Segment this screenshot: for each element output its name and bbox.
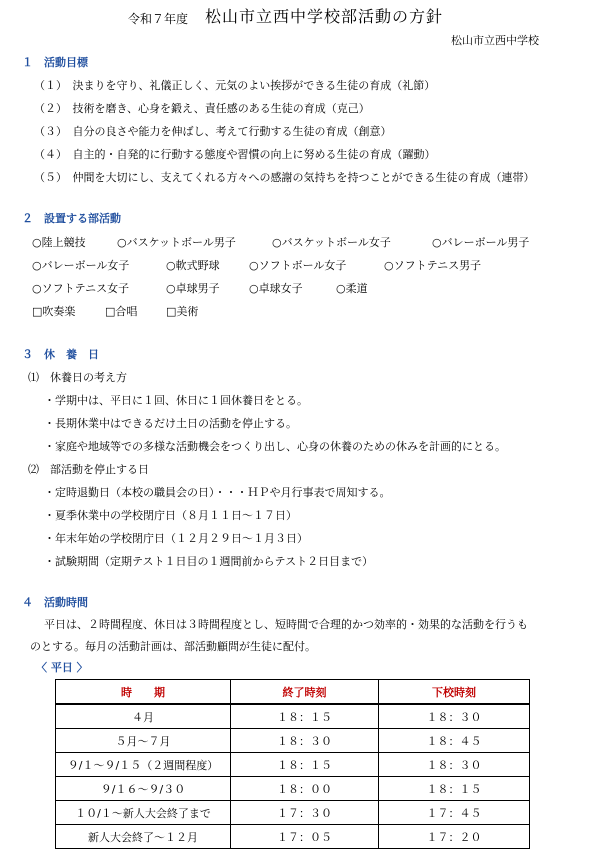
- club-item: ○卓球女子: [249, 282, 303, 295]
- end-time-cell: １８：００: [231, 777, 379, 801]
- section2-heading: ２ 設置する部活動: [22, 212, 121, 225]
- leave-time-cell: １８：３０: [379, 753, 530, 777]
- end-time-cell: １８：１５: [231, 704, 379, 729]
- leave-time-cell: １７：４５: [379, 801, 530, 825]
- club-item: ○バスケットボール男子: [117, 236, 236, 249]
- leave-time-cell: １８：４５: [379, 729, 530, 753]
- rest-item: ・学期中は、平日に１回、休日に１回休養日をとる。: [44, 394, 308, 407]
- table-header-row: [56, 680, 530, 705]
- leave-time-cell: １８：３０: [379, 704, 530, 729]
- year-label: 令和７年度: [128, 12, 189, 26]
- weekday-table-label: 〈 平日 〉: [36, 661, 88, 674]
- period-cell: ５月～７月: [56, 729, 231, 753]
- goal-item: （４） 自主的・自発的に行動する態度や習慣の向上に努める生徒の育成（躍動）: [34, 148, 436, 161]
- club-item: ○バレーボール男子: [432, 236, 530, 249]
- period-cell: ９/１～９/１５（２週間程度）: [56, 753, 231, 777]
- end-time-cell: １８：１５: [231, 753, 379, 777]
- rest-subheading: ⑵ 部活動を停止する日: [28, 463, 149, 476]
- column-header-end-time: 終了時刻: [231, 680, 379, 705]
- period-cell: 新人大会終了～１２月: [56, 825, 231, 849]
- rest-item: ・夏季休業中の学校閉庁日（８月１１日～１７日）: [44, 509, 297, 522]
- table-row: [56, 825, 530, 849]
- section1-heading: １ 活動目標: [22, 56, 88, 69]
- club-item: □吹奏楽: [32, 305, 76, 318]
- goal-item: （２） 技術を磨き、心身を鍛え、責任感のある生徒の育成（克己）: [34, 102, 370, 115]
- club-item: ○バスケットボール女子: [272, 236, 391, 249]
- period-cell: １０/１～新人大会終了まで: [56, 801, 231, 825]
- weekday-schedule-table: [55, 679, 530, 849]
- rest-item: ・試験期間（定期テスト１日目の１週間前からテスト２日目まで）: [44, 555, 374, 568]
- leave-time-cell: １７：２０: [379, 825, 530, 849]
- club-item: □合唱: [105, 305, 138, 318]
- table-row: [56, 801, 530, 825]
- club-item: ○ソフトテニス女子: [32, 282, 130, 295]
- goal-item: （１） 決まりを守り、礼儀正しく、元気のよい挨拶ができる生徒の育成（礼節）: [34, 79, 436, 92]
- leave-time-cell: １８：１５: [379, 777, 530, 801]
- rest-item: ・年末年始の学校閉庁日（１２月２９日～１月３日）: [44, 532, 308, 545]
- end-time-cell: １７：０５: [231, 825, 379, 849]
- period-cell: ４月: [56, 704, 231, 729]
- activity-paragraph-line1: 平日は、２時間程度、休日は３時間程度とし、短時間で合理的かつ効率的・効果的な活動を行うも: [44, 618, 528, 631]
- column-header-leave-time: 下校時刻: [379, 680, 530, 705]
- rest-item: ・家庭や地域等での多様な活動機会をつくり出し、心身の休養のための休みを計画的にとる。: [44, 440, 506, 453]
- club-item: ○柔道: [336, 282, 368, 295]
- club-item: ○陸上競技: [32, 236, 86, 249]
- table-row: [56, 729, 530, 753]
- column-header-period: 時 期: [56, 680, 231, 705]
- club-item: ○ソフトテニス男子: [384, 259, 482, 272]
- club-item: ○卓球男子: [166, 282, 220, 295]
- club-item: ○軟式野球: [166, 259, 220, 272]
- rest-item: ・長期休業中はできるだけ土日の活動を停止する。: [44, 417, 297, 430]
- section4-heading: ４ 活動時間: [22, 596, 88, 609]
- club-item: ○ソフトボール女子: [249, 259, 347, 272]
- table-row: [56, 704, 530, 729]
- rest-subheading: ⑴ 休養日の考え方: [28, 371, 127, 384]
- club-item: □美術: [166, 305, 199, 318]
- end-time-cell: １７：３０: [231, 801, 379, 825]
- table-row: [56, 777, 530, 801]
- page-title: 松山市立西中学校部活動の方針: [205, 7, 444, 26]
- goal-item: （５） 仲間を大切にし、支えてくれる方々への感謝の気持ちを持つことができる生徒の育成（連帯）: [34, 171, 535, 184]
- club-item: ○バレーボール女子: [32, 259, 130, 272]
- table-row: [56, 753, 530, 777]
- section3-heading: ３ 休 養 日: [22, 348, 99, 361]
- end-time-cell: １８：３０: [231, 729, 379, 753]
- goal-item: （３） 自分の良さや能力を伸ばし、考えて行動する生徒の育成（創意）: [34, 125, 392, 138]
- activity-paragraph-line2: のとする。毎月の活動計画は、部活動顧問が生徒に配付。: [30, 640, 316, 653]
- school-name: 松山市立西中学校: [451, 34, 539, 47]
- rest-item: ・定時退勤日（本校の職員会の日）・・・ＨＰや月行事表で周知する。: [44, 486, 391, 499]
- period-cell: ９/１６～９/３０: [56, 777, 231, 801]
